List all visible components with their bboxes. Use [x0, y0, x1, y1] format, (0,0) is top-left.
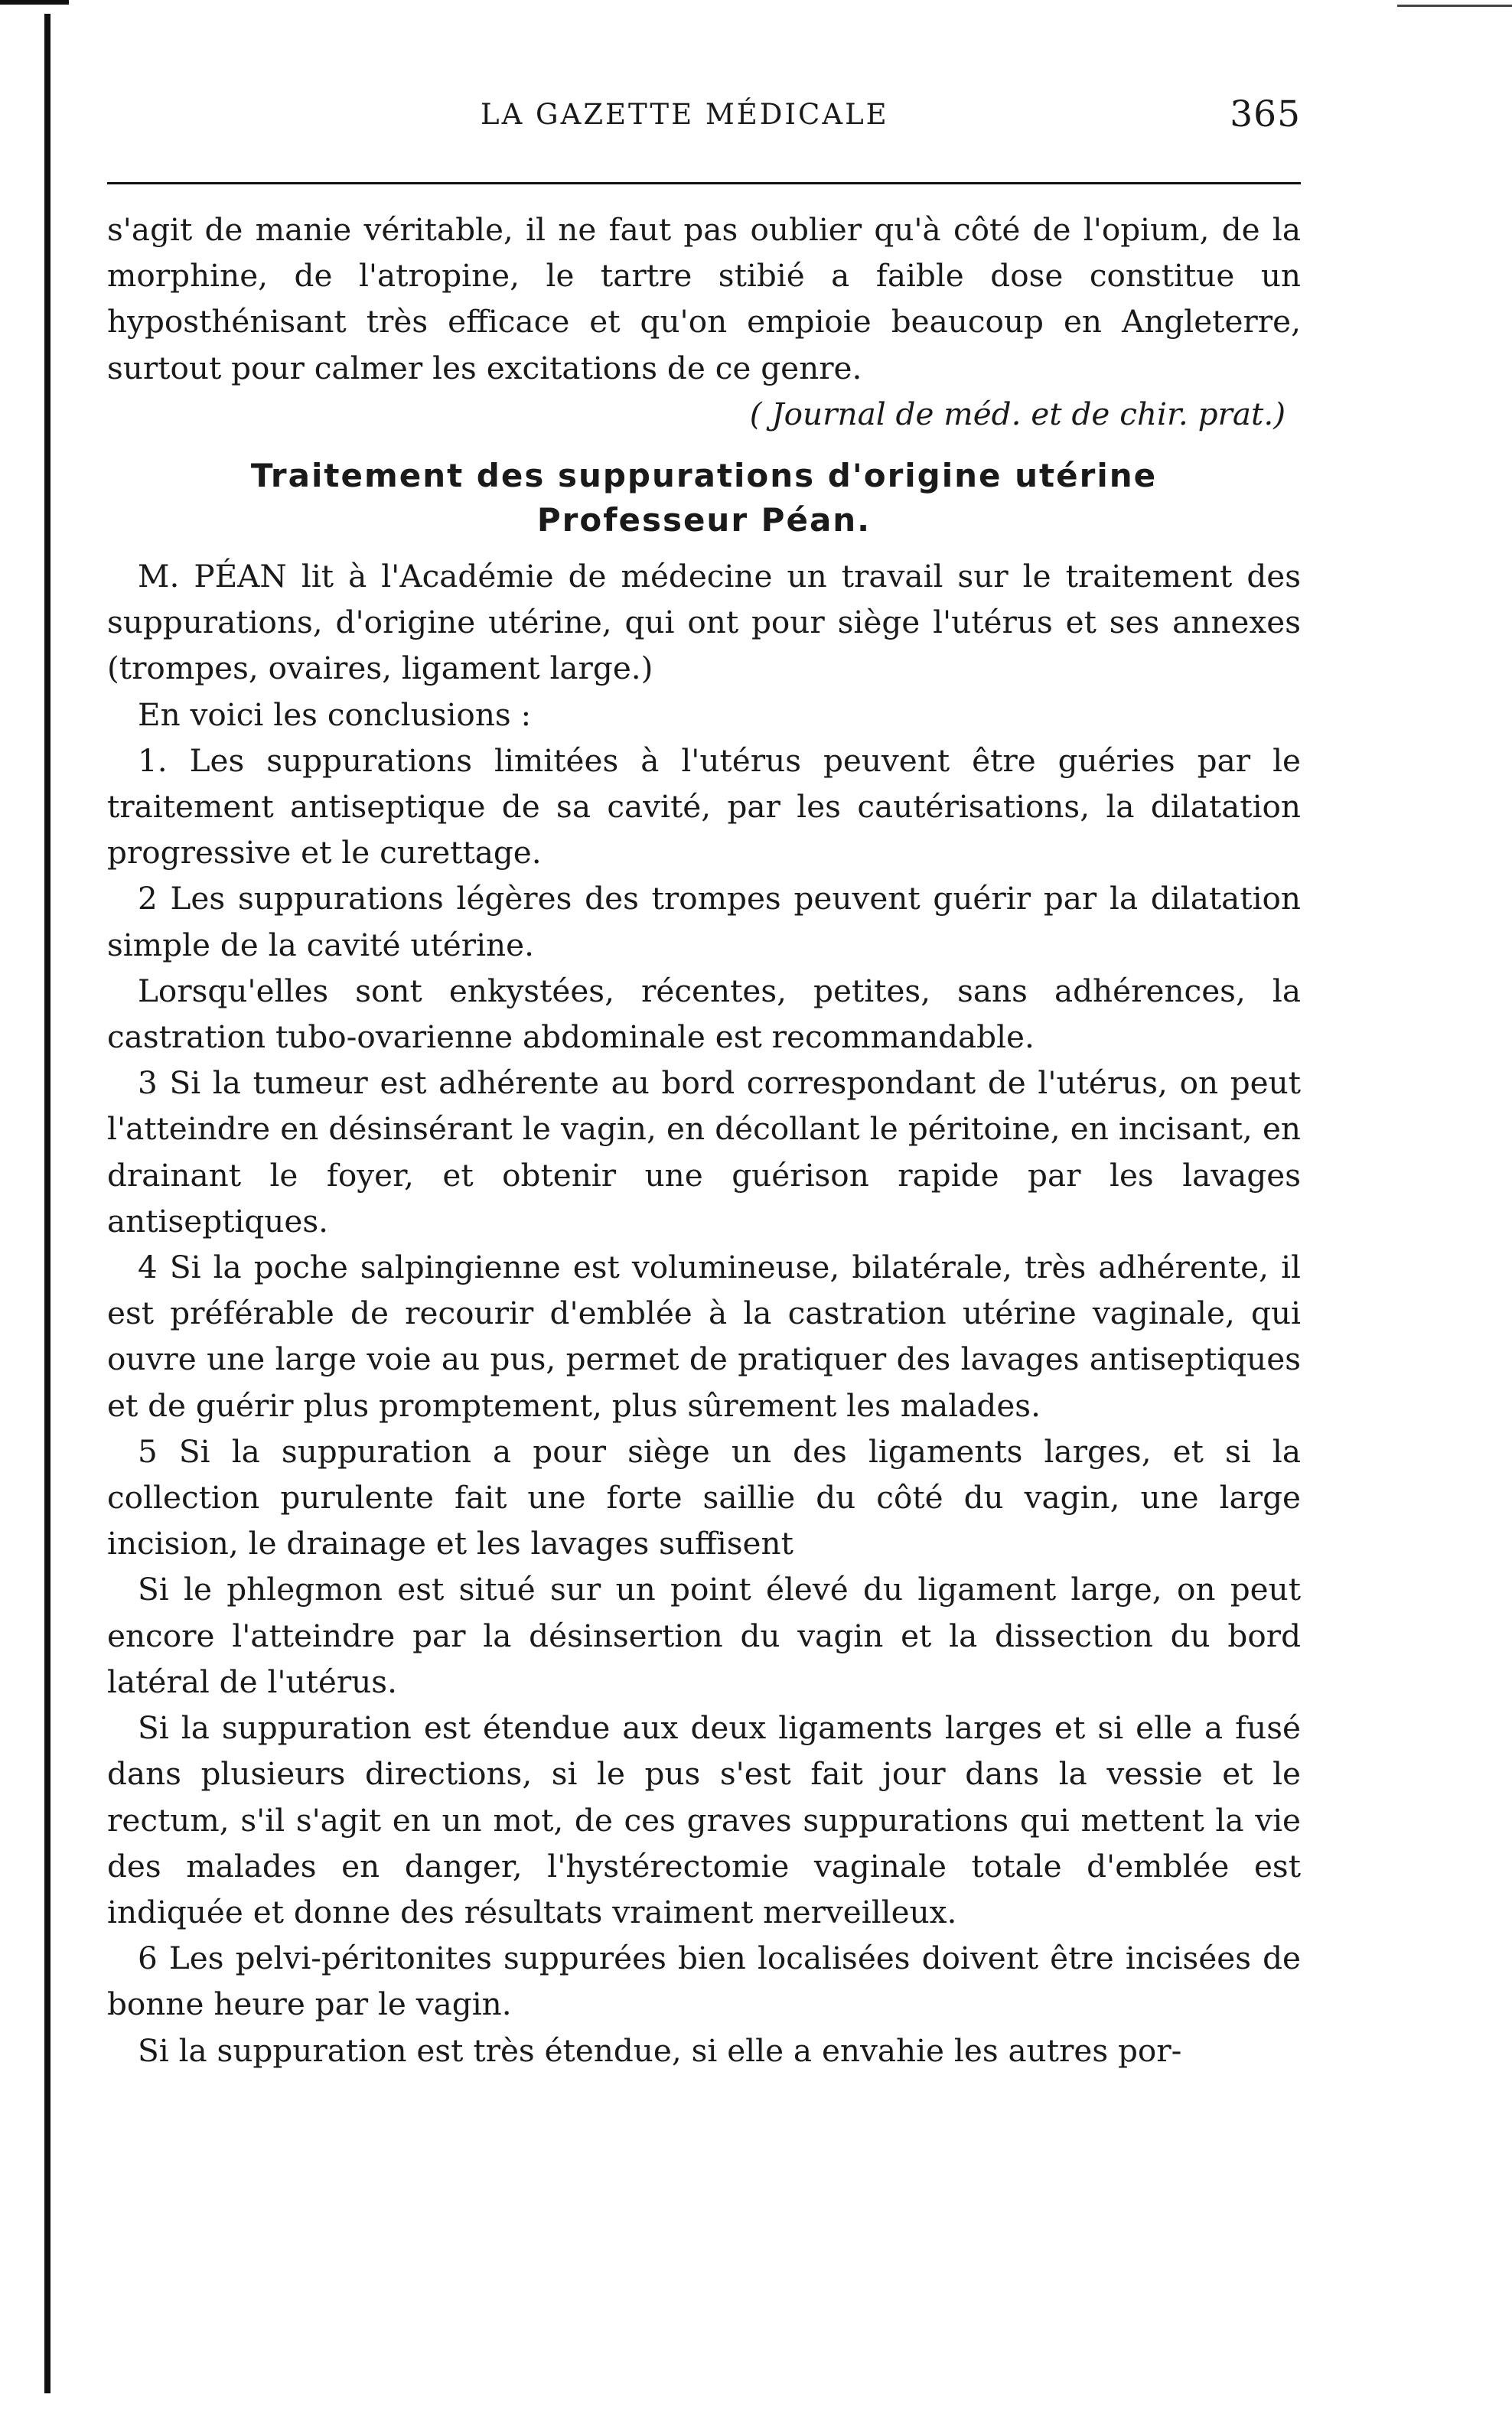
body-text [107, 207, 1301, 2074]
paragraph: 1. Les suppurations limitées à l'utérus peuvent être guéries par le traitement antiseptique de sa cavité, par les cautérisations, la dilatation progressive et le curettage. [107, 741, 1301, 871]
article-title [107, 454, 1301, 542]
paragraph: 6 Les pelvi-péritonites suppurées bien localisées doivent être incisées de bonne heure par le vagin. [107, 1940, 1301, 2023]
page-binding-edge [44, 14, 51, 2393]
top-right-rule [1397, 5, 1512, 7]
paragraph: Lorsqu'elles sont enkystées, récentes, petites, sans adhérences, la castration tubo-ovarienne abdominale est recommandable. [107, 972, 1301, 1056]
article-title-line-2: Professeur Péan. [536, 501, 872, 539]
paragraph: M. PÉAN lit à l'Académie de médecine un travail sur le traitement des suppurations, d'origine utérine, qui ont pour siège l'utérus et ses annexes (trompes, ovaires, ligament large.) [107, 558, 1301, 687]
header-rule [107, 182, 1301, 184]
paragraph: Si le phlegmon est situé sur un point élevé du ligament large, on peut encore l'atteindre par la désinsertion du vagin et la dissection du bord latéral de l'utérus. [107, 1571, 1301, 1700]
source-citation: ( Journal de méd. et de chir. prat.) [749, 395, 1286, 432]
binding-corner [0, 0, 69, 32]
paragraph: 5 Si la suppuration a pour siège un des ligaments larges, et si la collection purulente fait une forte saillie du côté du vagin, une large incision, le drainage et les lavages suffisent [107, 1432, 1301, 1562]
paragraph: 2 Les suppurations légères des trompes peuvent guérir par la dilatation simple de la cavité utérine. [107, 880, 1301, 963]
continued-paragraph: s'agit de manie véritable, il ne faut pas oublier qu'à côté de l'opium, de la morphine, de l'atropine, le tartre stibié a faible dose constitue un hyposthénisant très efficace et qu'on empioie beaucoup en Angleterre, surtout pour calmer les excitations de ce genre. [107, 211, 1301, 386]
paragraph: En voici les conclusions : [138, 696, 532, 733]
paragraph: Si la suppuration est étendue aux deux ligaments larges et si elle a fusé dans plusieurs directions, si le pus s'est fait jour dans la vessie et le rectum, s'il s'agit en un mot, de ces graves suppurations qui mettent la vie des malades en danger, l'hystérectomie vaginale totale d'emblée est indiquée et donne des résultats vraiment merveilleux. [107, 1709, 1301, 1930]
running-head [107, 93, 1301, 151]
paragraph: 3 Si la tumeur est adhérente au bord correspondant de l'utérus, on peut l'atteindre en désinsérant le vagin, en décollant le péritoine, en incisant, en drainant le foyer, et obtenir une guérison rapide par les lavages antiseptiques. [107, 1064, 1301, 1240]
paragraph: Si la suppuration est très étendue, si elle a envahie les autres por- [138, 2031, 1182, 2069]
paragraph: 4 Si la poche salpingienne est volumineuse, bilatérale, très adhérente, il est préférable de recourir d'emblée à la castration utérine vaginale, qui ouvre une large voie au pus, permet de pratiquer des lavages antiseptiques et de guérir plus promptement, plus sûrement les malades. [107, 1249, 1301, 1424]
article-title-line-1: Traitement des suppurations d'origine utérine [250, 457, 1158, 495]
page-number: 365 [1230, 93, 1301, 135]
running-title: LA GAZETTE MÉDICALE [481, 98, 889, 131]
